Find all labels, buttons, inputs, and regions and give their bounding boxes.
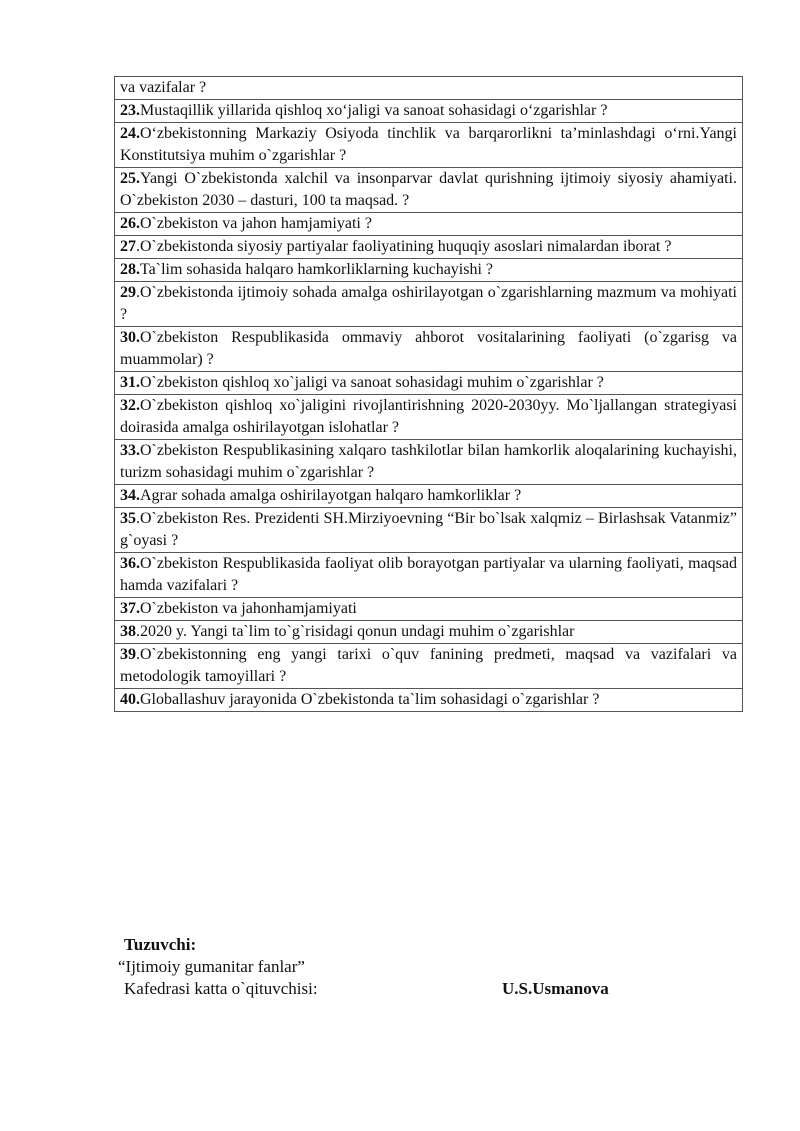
question-number: 25.	[120, 170, 140, 187]
question-text: O`zbekiston Respublikasida ommaviy ahborot vositalarining faoliyati (o`zgarisg va muammolar) ?	[120, 329, 737, 368]
question-text: Mustaqillik yillarida qishloq xo‘jaligi va sanoat sohasidagi o‘zgarishlar ?	[140, 102, 608, 119]
question-number: 32.	[120, 397, 140, 414]
question-row	[115, 259, 743, 282]
question-row	[115, 282, 743, 327]
question-number: 28.	[120, 261, 140, 278]
question-text: .O`zbekistonning eng yangi tarixi o`quv fanining predmeti, maqsad va vazifalari va metodologik tamoyillari ?	[120, 646, 737, 685]
question-text: O`zbekiston va jahon hamjamiyati ?	[140, 215, 372, 232]
question-row	[115, 213, 743, 236]
question-number: 23.	[120, 102, 140, 119]
question-row	[115, 553, 743, 598]
question-row	[115, 372, 743, 395]
questions-table	[114, 76, 743, 712]
question-text: va vazifalar ?	[120, 79, 207, 96]
signature-name: U.S.Usmanova	[502, 979, 609, 998]
question-cell	[115, 508, 743, 553]
question-text: O`zbekiston Respublikasining xalqaro tashkilotlar bilan hamkorlik aloqalarining kuchayishi, turizm sohasidagi muhim o`zgarishlar ?	[120, 442, 737, 481]
question-cell	[115, 123, 743, 168]
question-row	[115, 77, 743, 100]
question-row	[115, 395, 743, 440]
question-cell	[115, 621, 743, 644]
question-number: 36.	[120, 555, 140, 572]
question-cell	[115, 689, 743, 712]
questions-table-body	[115, 77, 743, 712]
question-cell	[115, 213, 743, 236]
question-cell	[115, 259, 743, 282]
signature-position: Kafedrasi katta o`qituvchisi:	[124, 979, 318, 998]
question-text: O`zbekiston va jahonhamjamiyati	[140, 600, 357, 617]
question-cell	[115, 644, 743, 689]
question-text: Globallashuv jarayonida O`zbekistonda ta`lim sohasidagi o`zgarishlar ?	[140, 691, 600, 708]
question-row	[115, 644, 743, 689]
question-text: O`zbekiston qishloq xo`jaligi va sanoat sohasidagi muhim o`zgarishlar ?	[140, 374, 604, 391]
question-number: 40.	[120, 691, 140, 708]
question-text: .O`zbekistonda ijtimoiy sohada amalga oshirilayotgan o`zgarishlarning mazmum va mohiyati ?	[120, 284, 737, 323]
question-number: 35	[120, 510, 136, 527]
signature-title: Tuzuvchi:	[124, 935, 197, 954]
question-text: .2020 y. Yangi ta`lim to`g`risidagi qonun undagi muhim o`zgarishlar	[136, 623, 575, 640]
question-row	[115, 100, 743, 123]
question-text: O`zbekiston qishloq xo`jaligini rivojlantirishning 2020-2030yy. Mo`ljallangan strategiyasi doirasida amalga oshirilayotgan islohatlar ?	[120, 397, 737, 436]
question-row	[115, 327, 743, 372]
question-number: 38	[120, 623, 136, 640]
question-cell	[115, 236, 743, 259]
question-text: Agrar sohada amalga oshirilayotgan halqaro hamkorliklar ?	[140, 487, 522, 504]
question-cell	[115, 372, 743, 395]
question-text: O`zbekiston Respublikasida faoliyat olib borayotgan partiyalar va ularning faoliyati, maqsad hamda vazifalari ?	[120, 555, 737, 594]
question-number: 26.	[120, 215, 140, 232]
question-text: O‘zbekistonning Markaziy Osiyoda tinchlik va barqarorlikni ta’minlashdagi o‘rni.Yangi Konstitutsiya muhim o`zgarishlar ?	[120, 125, 737, 164]
question-number: 30.	[120, 329, 140, 346]
question-row	[115, 440, 743, 485]
question-row	[115, 508, 743, 553]
question-number: 37.	[120, 600, 140, 617]
question-row	[115, 236, 743, 259]
question-cell	[115, 327, 743, 372]
question-cell	[115, 395, 743, 440]
question-cell	[115, 168, 743, 213]
question-cell	[115, 100, 743, 123]
question-number: 24.	[120, 125, 140, 142]
question-text: .O`zbekiston Res. Prezidenti SH.Mirziyoevning “Bir bo`lsak xalqmiz – Birlashsak Vatanmiz” g`oyasi ?	[120, 510, 737, 549]
question-number: 33.	[120, 442, 140, 459]
question-cell	[115, 77, 743, 100]
question-row	[115, 485, 743, 508]
signature-department: “Ijtimoiy gumanitar fanlar”	[118, 957, 305, 976]
question-text: Yangi O`zbekistonda xalchil va insonparvar davlat qurishning ijtimoiy siyosiy ahamiyati. O`zbekiston 2030 – dasturi, 100 ta maqsad. ?	[120, 170, 737, 209]
question-number: 29	[120, 284, 136, 301]
question-number: 34.	[120, 487, 140, 504]
question-row	[115, 598, 743, 621]
question-cell	[115, 440, 743, 485]
question-number: 31.	[120, 374, 140, 391]
question-row	[115, 168, 743, 213]
question-text: .O`zbekistonda siyosiy partiyalar faoliyatining huquqiy asoslari nimalardan iborat ?	[136, 238, 672, 255]
question-cell	[115, 282, 743, 327]
question-row	[115, 123, 743, 168]
question-text: Ta`lim sohasida halqaro hamkorliklarning kuchayishi ?	[140, 261, 494, 278]
question-row	[115, 689, 743, 712]
question-row	[115, 621, 743, 644]
question-cell	[115, 485, 743, 508]
question-number: 27	[120, 238, 136, 255]
question-cell	[115, 553, 743, 598]
question-number: 39	[120, 646, 136, 663]
question-cell	[115, 598, 743, 621]
